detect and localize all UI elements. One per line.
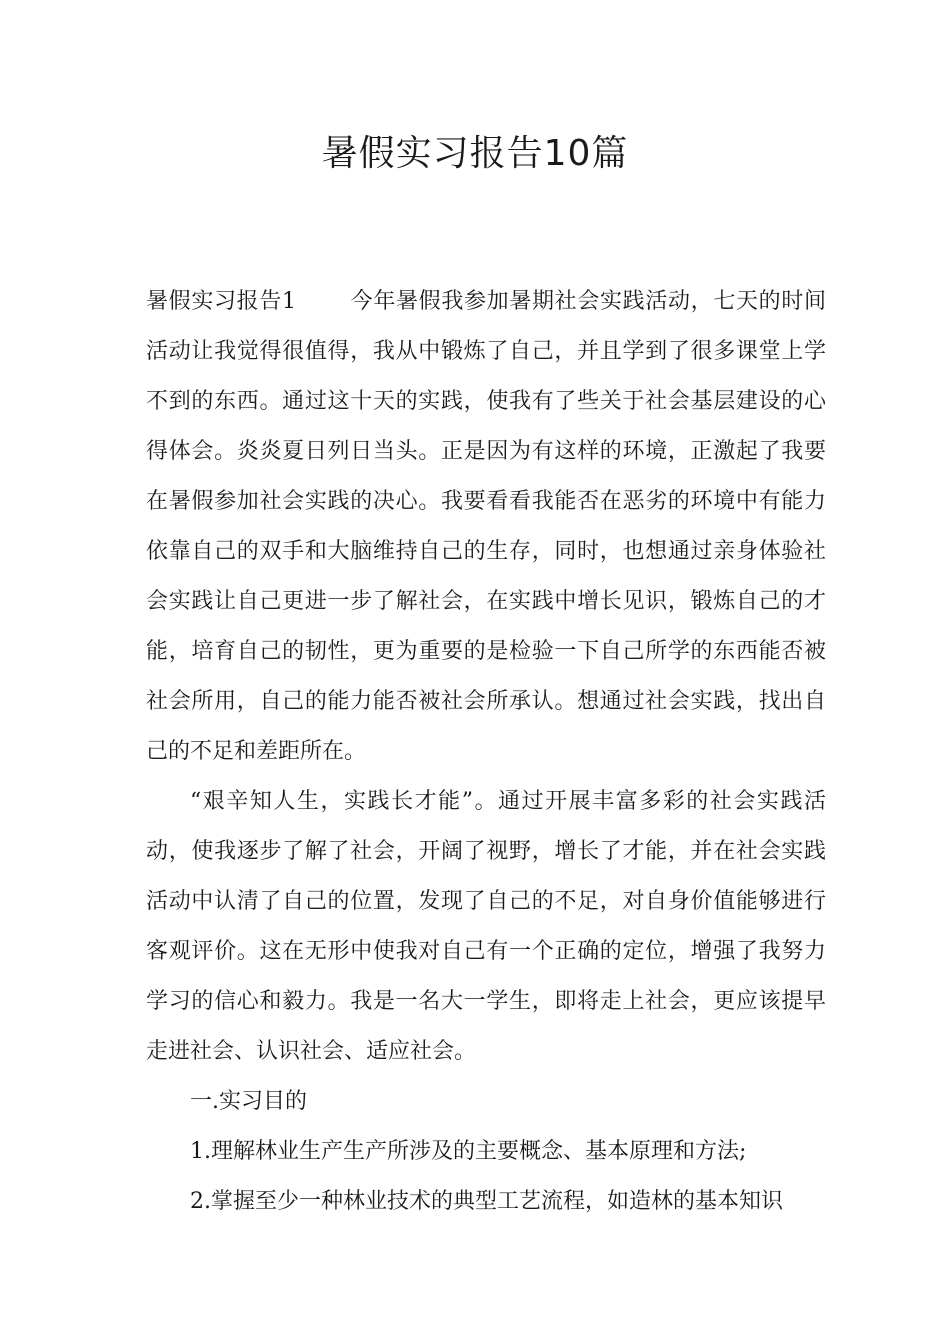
paragraph-intro — [146, 277, 826, 777]
paragraph-second: “艰辛知人生，实践长才能”。通过开展丰富多彩的社会实践活动，使我逐步了解了社会，开阔了视野，增长了才能，并在社会实践活动中认清了自己的位置，发现了自己的不足，对自身价值能够进行客观评价。这在无形中使我对自己有一个正确的定位，增强了我努力学习的信心和毅力。我是一名大一学生，即将走上社会，更应该提早走进社会、认识社会、适应社会。 — [146, 789, 826, 1064]
document-body — [146, 277, 826, 1227]
heading-internship-purpose: 一.实习目的 — [190, 1089, 307, 1114]
list-item-1: 1.理解林业生产生产所涉及的主要概念、基本原理和方法; — [190, 1139, 747, 1164]
document-title: 暑假实习报告10篇 — [321, 133, 629, 174]
paragraph-intro-text: 今年暑假我参加暑期社会实践活动，七天的时间活动让我觉得很值得，我从中锻炼了自己，并且学到了很多课堂上学不到的东西。通过这十天的实践，使我有了些关于社会基层建设的心得体会。炎炎夏日列日当头。正是因为有这样的环境，正激起了我要在暑假参加社会实践的决心。我要看看我能否在恶劣的环境中有能力依靠自己的双手和大脑维持自己的生存，同时，也想通过亲身体验社会实践让自己更进一步了解社会，在实践中增长见识，锻炼自己的才能，培育自己的韧性，更为重要的是检验一下自己所学的东西能否被社会所用，自己的能力能否被社会所承认。想通过社会实践，找出自己的不足和差距所在。 — [146, 289, 826, 764]
list-item-2: 2.掌握至少一种林业技术的典型工艺流程，如造林的基本知识 — [190, 1189, 783, 1214]
section-label: 暑假实习报告1 — [146, 289, 296, 314]
